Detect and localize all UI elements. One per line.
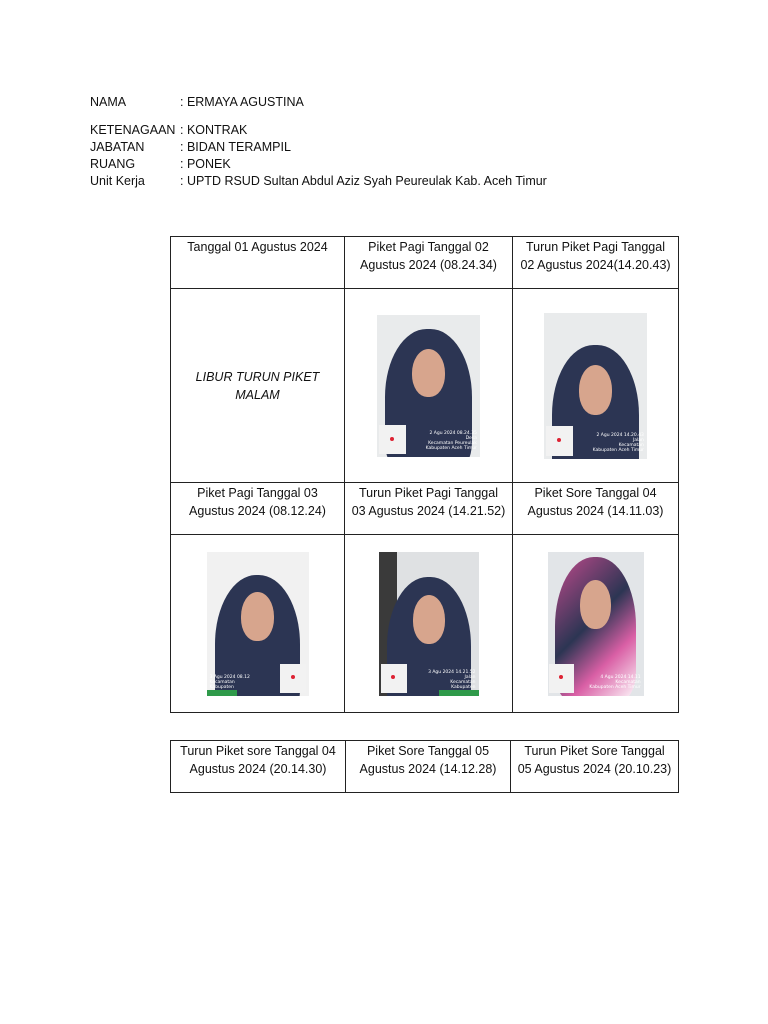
green-label-band (439, 690, 479, 696)
stamp-line: Jalan (632, 437, 644, 443)
nama-value: : ERMAYA AGUSTINA (180, 95, 304, 109)
cell-photo-p5 (513, 535, 679, 713)
stamp-line: Kabupaten Aceh Timur (589, 684, 641, 690)
cell-text: Agustus 2024 (14.12.28) (359, 762, 497, 776)
cell-text: Piket Pagi Tanggal 02 (368, 240, 489, 254)
unit-value: : UPTD RSUD Sultan Abdul Aziz Syah Peureulak Kab. Aceh Timur (180, 174, 547, 188)
map-thumbnail (379, 425, 406, 453)
cell-text: Turun Piket sore Tanggal 04 (180, 744, 336, 758)
cell-text: Piket Pagi Tanggal 03 (197, 486, 318, 500)
attendance-table-2 (170, 740, 679, 793)
cell-text: 03 Agustus 2024 (14.21.52) (351, 504, 506, 518)
cell-piket-sore-05 (346, 741, 511, 793)
libur-text: MALAM (235, 387, 280, 402)
stamp-line: 4 Agu 2024 14.11 (600, 674, 641, 680)
selfie-photo (207, 552, 309, 696)
ruang-label: RUANG (90, 157, 136, 171)
cell-piket-pagi-03 (171, 483, 345, 535)
photo-stamp (589, 675, 640, 690)
cell-text: 02 Agustus 2024(14.20.43) (520, 258, 671, 272)
stamp-line: Kecamatan (618, 442, 644, 448)
photo-stamp (428, 670, 475, 690)
cell-piket-pagi-02 (345, 237, 513, 289)
nama-label: NAMA (90, 95, 127, 109)
map-thumbnail (381, 664, 407, 693)
map-thumbnail (546, 426, 573, 455)
cell-turun-piket-pagi-02 (513, 237, 679, 289)
cell-photo-p1 (345, 289, 513, 483)
table2-header-row (171, 741, 679, 793)
stamp-line: 3 Agu 2024 08.12 (209, 674, 250, 680)
attendance-table-1 (170, 236, 679, 713)
cell-photo-p4 (345, 535, 513, 713)
green-label-band (207, 690, 238, 696)
stamp-line: Kabupaten Aceh Timur (592, 447, 644, 453)
stamp-line: Kabupaten (209, 684, 234, 690)
unit-label: Unit Kerja (90, 174, 145, 188)
stamp-line: Kecamatan (450, 679, 476, 685)
ketenagaan-value: : KONTRAK (180, 123, 248, 137)
ruang-value: : PONEK (180, 157, 231, 171)
table1-header-row (171, 237, 679, 289)
table1-header-row-2 (171, 483, 679, 535)
stamp-line: Desa (465, 435, 477, 441)
stamp-line: Jalan (464, 674, 476, 680)
cell-text: Piket Sore Tanggal 04 (534, 486, 657, 500)
face-shape (413, 595, 445, 644)
stamp-line: Kabupaten Aceh Timur (425, 445, 477, 451)
cell-photo-p2 (513, 289, 679, 483)
stamp-line: Kabupaten (451, 684, 476, 690)
map-thumbnail (549, 664, 574, 693)
cell-text: Piket Sore Tanggal 05 (366, 744, 490, 758)
table1-photo-row-1 (171, 289, 679, 483)
cell-text: Agustus 2024 (08.12.24) (189, 504, 326, 518)
face-shape (580, 580, 611, 629)
stamp-line: Kecamatan (209, 679, 235, 685)
selfie-photo (548, 552, 644, 696)
cell-turun-piket-sore-05 (511, 741, 679, 793)
libur-text: LIBUR TURUN PIKET (195, 369, 320, 384)
cell-text: Agustus 2024 (08.24.34) (360, 258, 497, 272)
selfie-photo (379, 552, 479, 696)
selfie-photo (544, 313, 647, 459)
jabatan-label: JABATAN (90, 140, 145, 154)
cell-libur (171, 289, 345, 483)
ketenagaan-label: KETENAGAAN (90, 123, 176, 137)
cell-text: Agustus 2024 (14.11.03) (527, 504, 664, 518)
cell-photo-p3 (171, 535, 345, 713)
face-shape (579, 365, 612, 415)
cell-text: Tanggal 01 Agustus 2024 (187, 240, 328, 254)
cell-turun-piket-sore-04 (171, 741, 346, 793)
map-thumbnail (280, 664, 307, 693)
cell-text: Agustus 2024 (20.14.30) (189, 762, 327, 776)
cell-text: Turun Piket Pagi Tanggal (526, 240, 665, 254)
stamp-line: Kecamatan (615, 679, 641, 685)
photo-stamp (426, 431, 477, 451)
stamp-line: 2 Agu 2024 14.20.43 (596, 432, 644, 438)
jabatan-value: : BIDAN TERAMPIL (180, 140, 291, 154)
face-shape (241, 592, 274, 641)
employee-info (90, 94, 610, 194)
photo-stamp (210, 675, 250, 690)
cell-turun-piket-pagi-03 (345, 483, 513, 535)
selfie-photo (377, 315, 480, 457)
stamp-line: 2 Agu 2024 08.24.35 (429, 430, 477, 436)
cell-piket-sore-04 (513, 483, 679, 535)
table1-photo-row-2 (171, 535, 679, 713)
cell-tanggal-01 (171, 237, 345, 289)
cell-text: Turun Piket Pagi Tanggal (359, 486, 498, 500)
photo-stamp (593, 433, 644, 453)
cell-text: Turun Piket Sore Tanggal (524, 744, 665, 758)
face-shape (412, 349, 445, 397)
cell-text: 05 Agustus 2024 (20.10.23) (517, 762, 672, 776)
stamp-line: Kecamatan Peureulak (428, 440, 477, 446)
stamp-line: 3 Agu 2024 14.21.52 (428, 669, 476, 675)
